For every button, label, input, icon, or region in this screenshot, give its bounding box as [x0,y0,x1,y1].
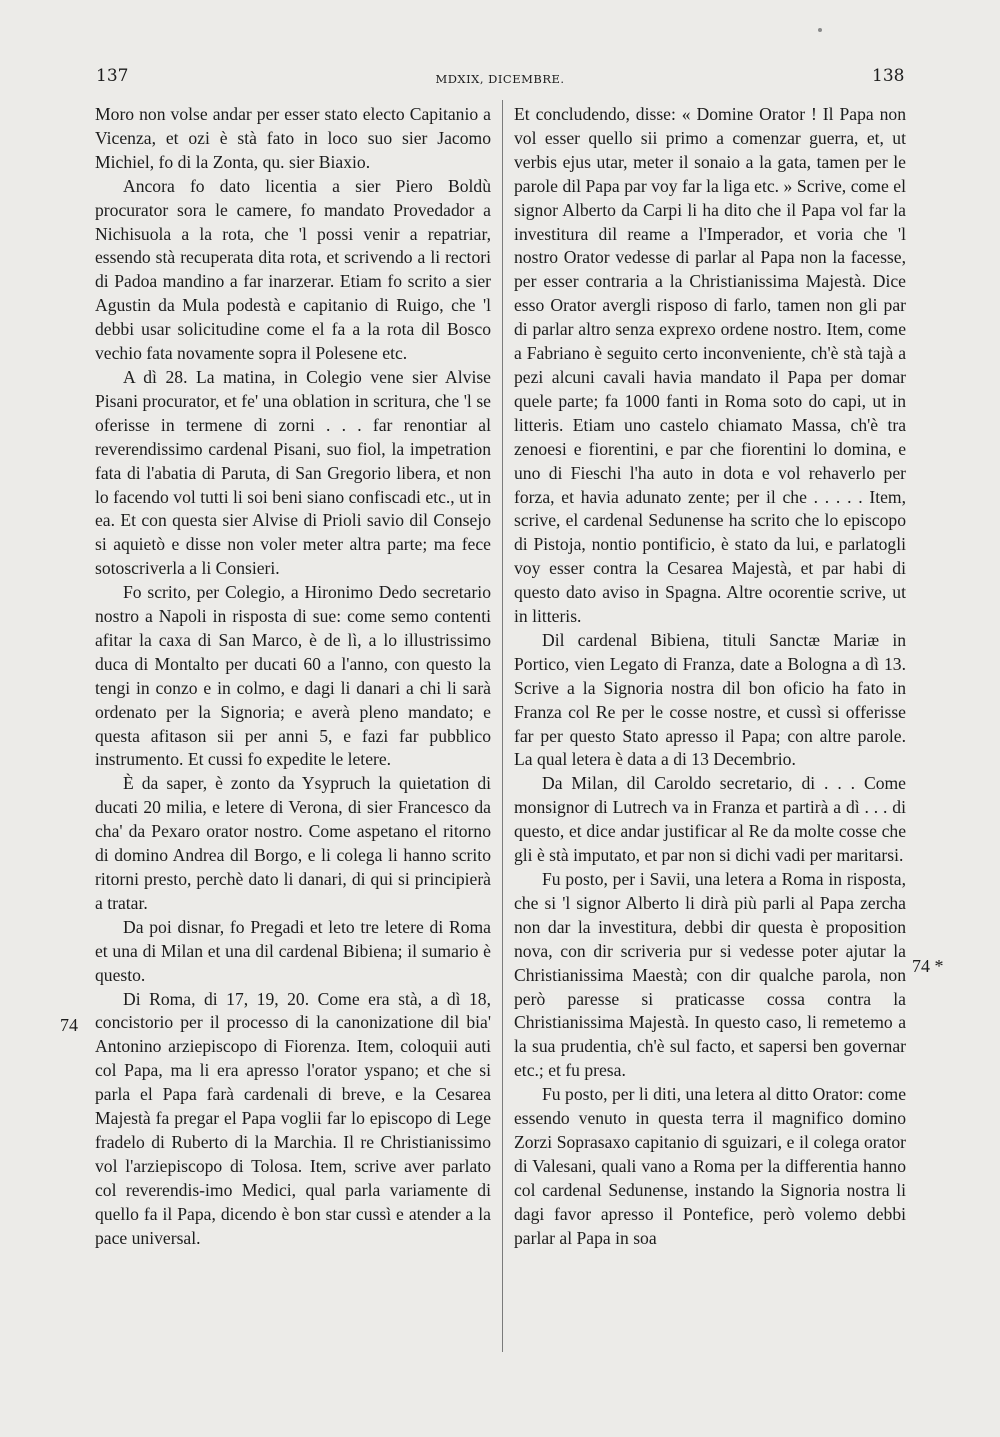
paragraph: Da Milan, dil Caroldo secretario, di . . . Come monsignor di Lutrech va in Franza et partirà a dì . . . di questo, et dice andar justificar al Re da molte cosse che gli è stà imputato, et par non si dichi vadi per maritarsi. [514,773,906,866]
left-text-column [95,103,491,1251]
left-margin-number: 74 [60,1015,78,1035]
paragraph: Moro non volse andar per esser stato electo Capitanio a Vicenza, et ozi è stà fato in loco suo sier Jacomo Michiel, fo di la Zonta, qu. sier Biaxio. [95,104,491,172]
running-header-title: MDXIX, DICEMBRE. [435,72,565,86]
ink-speck [818,28,822,32]
paragraph: Di Roma, di 17, 19, 20. Come era stà, a dì 18, concistorio per il processo di la canonizatione dil bia' Antonino arziepiscopo di Fiorenza. Item, coloquii auti col Papa, ma li era apresso l'orator yspano; et che si parla el Papa farà cardenali di breve, e la Cesarea Majestà fa pregar el Papa voglii far lo episcopo di Lege fradelo di Ruberto di la Marchia. Il re Christianissimo vol l'arziepiscopo di Tolosa. Item, scrive aver parlato col reverendis-imo Medici, qual parla variamente di quello fa il Papa, dicendo è bon star cussì e atender a la pace universal. [95,988,491,1248]
right-text-column [514,103,906,1251]
paragraph: Fu posto, per i Savii, una letera a Roma in risposta, che si 'l signor Alberto li dirà più parli al Papa zercha non dar la investitura, debbi dir questa è proposition nova, con dir scriveria pur si vedesse poter ajutar la Christianissima Maestà; con dir qualche parola, non però paresse si praticasse cossa contra la Christianissima Majestà. In questo caso, li remetemo a la sua prudentia, ch'è sul facto, et sapersi ben governar etc.; et fu presa. [514,869,906,1081]
left-page-number: 137 [96,66,129,86]
paragraph: Dil cardenal Bibiena, tituli Sanctæ Mariæ in Portico, vien Legato di Franza, date a Bologna a dì 13. Scrive a la Signoria nostra dil bon oficio ha fato in Franza col Re per le cosse nostre, et cussì si offerisse far per questo Stato apresso il Papa; con altre parole. La qual letera è data a di 13 Decembrio. [514,629,906,770]
paragraph: A dì 28. La matina, in Colegio vene sier Alvise Pisani procurator, et fe' una oblation in scritura, che 'l se oferisse in termene di zorni . . . far renontiar al reverendissimo cardenal Pisani, suo fiol, la impetration fata di l'abatia di Paruta, di San Gregorio libera, et non lo facendo vol tutti li soi beni siano confiscadi etc., ut in ea. Et con questa sier Alvise di Prioli savio dil Consejo si aquietò e disse non voler meter altra parte; ma fece sotoscriverla a li Consieri. [95,366,491,579]
paragraph: Fu posto, per li diti, una letera al ditto Orator: come essendo venuto in questa terra il magnifico domino Zorzi Soprasaxo capitanio di sguizari, e il colega orator di Valesani, quali vano a Roma per la differentia hanno col cardenal Sedunense, instando la Signoria nostra li dagi favor apresso il Pontefice, però volemo debbi parlar al Papa in soa [514,1084,906,1248]
paragraph: Et concludendo, disse: « Domine Orator ! Il Papa non vol esser quello sii primo a comenzar guerra, et, ut verbis ejus utar, meter il sonaio a la gata, tamen per le parole dil Papa par voy far la liga etc. » Scrive, come el signor Alberto da Carpi li ha dito che il Papa vol far la investitura dil reame a l'Imperador, et voria che 'l nostro Orator vedesse di parlar al Papa non la facesse, per esser contraria a la Christianissima Majestà. Dice esso Orator avergli risposo di farlo, tamen non gli par di parlar altro senza exprexo ordene nostro. Item, come a Fabriano è seguito certo inconveniente, ch'è stà tajà a pezi alcuni cavali havia mandato il Papa per domar quele parte; fa 1000 fanti in Roma soto do capi, ut in litteris. Etiam uno castelo chiamato Massa, ch'è tra zenoesi e fiorentini, e par che fiorentini lo domina, e uno di Fieschi l'ha auto in dota e vol rehaverlo per forza, et havia adunato zente; per il che . . . . . Item, scrive, el cardenal Sedunense ha scrito che lo episcopo di Pistoja, nontio pontificio, è stato da lui, e parlatogli voy esser contra la Cesarea Majestà, et par habi di questo dato aviso in Spagna. Altre ocorentie scrive, ut in litteris. [514,104,906,627]
paragraph: È da saper, è zonto da Ysypruch la quietation di ducati 20 milia, e letere di Verona, di sier Francesco da cha' da Pexaro orator nostro. Come aspetano el ritorno di domino Andrea dil Borgo, e li colega li hanno scrito ritorni presto, perchè dato li danari, di qui si principierà a tratar. [95,773,491,913]
paragraph: Fo scrito, per Colegio, a Hironimo Dedo secretario nostro a Napoli in risposta di sue: come semo contenti afitar la caxa di San Marco, è de lì, a lo illustrissimo duca di Montalto per ducati 60 a l'anno, con questo la tengi in conzo e in colmo, e dagi li danari a chi li sarà ordenato per la Signoria; e averà pleno mandato; e questa afitason sii per anni 5, e fazi far pubblico instrumento. Et cussi fo expedite le letere. [95,582,491,770]
paragraph: Ancora fo dato licentia a sier Piero Boldù procurator sora le camere, fo mandato Provedador a Nichisuola a la rota, che 'l possi venir a repatriar, essendo stà recuperata dita rota, et scrivendo a li rectori di Padoa mandino a far inarzerar. Etiam fo scrito a sier Agustin da Mula podestà e capitanio di Ruigo, che 'l debbi usar solicitudine come el fa a la rota dil Bosco vechio fata novamente sopra il Polesene etc. [95,175,491,364]
right-margin-number: 74 * [912,956,944,976]
column-divider [502,100,503,1352]
right-page-number: 138 [872,66,905,86]
paragraph: Da poi disnar, fo Pregadi et leto tre letere di Roma et una di Milan et una dil cardenal Bibiena; il sumario è questo. [95,916,491,985]
